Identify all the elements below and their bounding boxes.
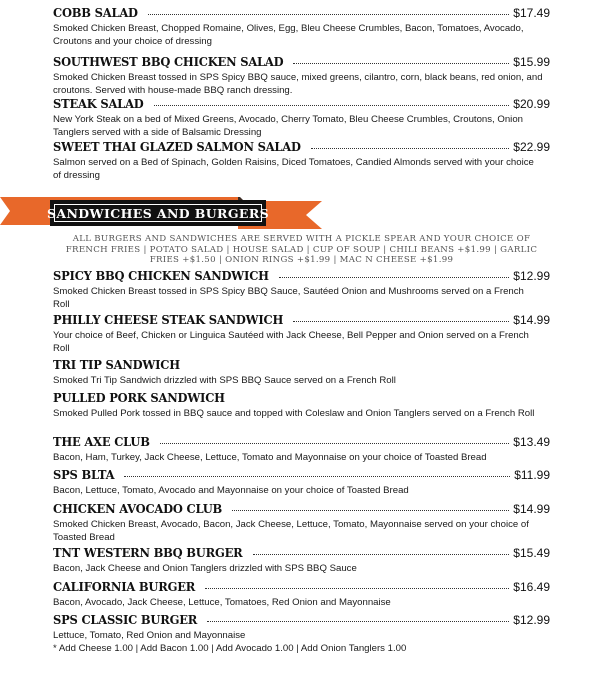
item-description: Smoked Chicken Breast tossed in SPS Spicy BBQ sauce, mixed greens, cilantro, corn, black beans, red onion, and croutons. Served with house-made BBQ ranch dressing. <box>53 72 543 96</box>
item-name: SPICY BBQ CHICKEN SANDWICH <box>53 268 269 284</box>
item-price: $20.99 <box>513 97 550 111</box>
item-description: Smoked Chicken Breast, Chopped Romaine, Olives, Egg, Bleu Cheese Crumbles, Bacon, Tomatoes, Avocado, Croutons and your choice of dressing <box>53 23 524 47</box>
section-title: SANDWICHES AND BURGERS <box>46 205 270 221</box>
menu-item-cobb-salad <box>53 6 550 48</box>
dot-leader <box>160 433 510 444</box>
menu-item-pulled-pork-sandwich <box>53 391 550 421</box>
item-price: $16.49 <box>513 580 550 594</box>
dot-leader <box>293 311 509 322</box>
item-description: Smoked Chicken Breast tossed in SPS Spicy BBQ Sauce, Sautéed Onion and Mushrooms served on a French Roll <box>53 286 524 310</box>
item-price: $12.99 <box>513 269 550 283</box>
menu-item-sweet-thai-glazed-salmon-salad <box>53 140 550 182</box>
item-description: Lettuce, Tomato, Red Onion and Mayonnaise <box>53 630 246 641</box>
item-price: $22.99 <box>513 140 550 154</box>
dot-leader <box>124 466 510 477</box>
item-addons: * Add Cheese 1.00 | Add Bacon 1.00 | Add Avocado 1.00 | Add Onion Tanglers 1.00 <box>53 642 407 654</box>
dot-leader <box>154 95 510 106</box>
item-name: SWEET THAI GLAZED SALMON SALAD <box>53 139 301 155</box>
menu-item-tri-tip-sandwich <box>53 358 550 388</box>
item-name: PHILLY CHEESE STEAK SANDWICH <box>53 312 284 328</box>
menu-item-steak-salad <box>53 97 550 139</box>
menu-item-spicy-bbq-chicken-sandwich <box>53 269 550 311</box>
section-banner <box>0 194 330 236</box>
section-note: ALL BURGERS AND SANDWICHES ARE SERVED WITH A PICKLE SPEAR AND YOUR CHOICE OF FRENCH FRIES | POTATO SALAD | HOUSE SALAD | CUP OF SOUP | CHILI BEANS +$1.99 | GARLIC FRIES +$1.50 | ONION RINGS +$1.99 | MAC N CHEESE +$1.99 <box>65 234 538 265</box>
item-description: Smoked Pulled Pork tossed in BBQ sauce and topped with Coleslaw and Onion Tanglers served on a French Roll <box>53 408 535 419</box>
menu-item-chicken-avocado-club <box>53 502 550 544</box>
item-name: PULLED PORK SANDWICH <box>53 390 225 406</box>
menu-item-tnt-western-bbq-burger <box>53 546 550 576</box>
dot-leader <box>279 267 509 278</box>
menu-item-southwest-bbq-chicken-salad <box>53 55 550 97</box>
item-description: New York Steak on a bed of Mixed Greens, Avocado, Cherry Tomato, Bleu Cheese Crumbles, Croutons, Onion Tanglers served with a side of Balsamic Dressing <box>53 114 523 138</box>
dot-leader <box>232 500 509 511</box>
item-price: $12.99 <box>513 613 550 627</box>
item-name: THE AXE CLUB <box>53 434 150 450</box>
item-name: SPS BLTA <box>53 467 115 483</box>
item-price: $14.99 <box>513 313 550 327</box>
item-description: Smoked Chicken Breast, Avocado, Bacon, Jack Cheese, Lettuce, Tomato, Mayonnaise served on your choice of Toasted Bread <box>53 519 529 543</box>
item-description: Salmon served on a Bed of Spinach, Golden Raisins, Diced Tomatoes, Candied Almonds served with your choice of dressing <box>53 157 534 181</box>
item-price: $15.99 <box>513 55 550 69</box>
menu-item-california-burger <box>53 580 550 610</box>
dot-leader <box>253 544 510 555</box>
item-name: COBB SALAD <box>53 5 138 21</box>
item-description: Smoked Tri Tip Sandwich drizzled with SPS BBQ Sauce served on a French Roll <box>53 375 396 386</box>
section-title-box <box>46 200 270 226</box>
dot-leader <box>205 578 509 589</box>
item-name: CHICKEN AVOCADO CLUB <box>53 501 223 517</box>
dot-leader <box>148 4 509 15</box>
item-description: Bacon, Lettuce, Tomato, Avocado and Mayonnaise on your choice of Toasted Bread <box>53 485 409 496</box>
item-name: SOUTHWEST BBQ CHICKEN SALAD <box>53 54 284 70</box>
dot-leader <box>311 138 510 149</box>
item-name: TRI TIP SANDWICH <box>53 357 180 373</box>
item-price: $11.99 <box>514 468 550 482</box>
menu-item-philly-cheese-steak-sandwich <box>53 313 550 355</box>
item-price: $14.99 <box>513 502 550 516</box>
item-description: Bacon, Avocado, Jack Cheese, Lettuce, Tomatoes, Red Onion and Mayonnaise <box>53 597 391 608</box>
item-name: CALIFORNIA BURGER <box>53 579 196 595</box>
item-description: Bacon, Jack Cheese and Onion Tanglers drizzled with SPS BBQ Sauce <box>53 563 357 574</box>
item-price: $15.49 <box>513 546 550 560</box>
menu-item-sps-classic-burger <box>53 613 550 655</box>
item-description: Bacon, Ham, Turkey, Jack Cheese, Lettuce, Tomato and Mayonnaise on your choice of Toasted Bread <box>53 452 487 463</box>
menu-item-the-axe-club <box>53 435 550 465</box>
item-price: $17.49 <box>513 6 550 20</box>
item-name: SPS CLASSIC BURGER <box>53 612 198 628</box>
menu-item-sps-blta <box>53 468 550 498</box>
dot-leader <box>207 611 509 622</box>
item-name: TNT WESTERN BBQ BURGER <box>53 545 243 561</box>
item-price: $13.49 <box>513 435 550 449</box>
item-description: Your choice of Beef, Chicken or Linguica Sautéed with Jack Cheese, Bell Pepper and Onion served on a French Roll <box>53 330 529 354</box>
item-name: STEAK SALAD <box>53 96 144 112</box>
dot-leader <box>293 53 509 64</box>
